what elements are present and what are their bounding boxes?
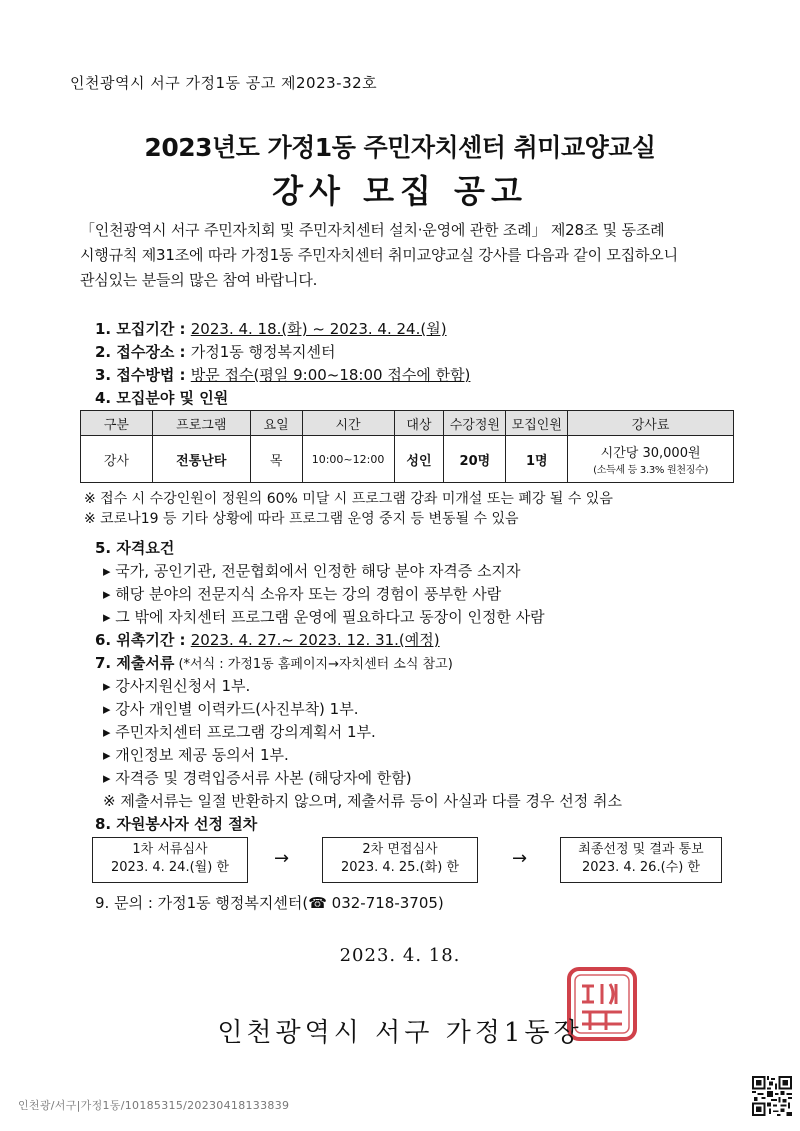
list-item: ▸ 주민자치센터 프로그램 강의계획서 1부. bbox=[103, 723, 376, 741]
table-header: 프로그램 bbox=[152, 411, 250, 436]
signatory: 인천광역시 서구 가정1동장 bbox=[217, 1018, 583, 1048]
table-header: 모집인원 bbox=[506, 411, 568, 436]
list-item: ▸ 해당 분야의 전문지식 소유자 또는 강의 경험이 풍부한 사람 bbox=[103, 585, 502, 603]
step-title: 2차 면접심사 bbox=[362, 842, 438, 857]
intro-line: 관심있는 분들의 많은 참여 바랍니다. bbox=[80, 271, 318, 289]
table-header: 요일 bbox=[250, 411, 302, 436]
section-label-note: (*서식 : 가정1동 홈페이지→자치센터 소식 참고) bbox=[174, 657, 453, 672]
list-item: ▸ 자격증 및 경력입증서류 사본 (해당자에 한함) bbox=[103, 769, 412, 787]
list-item: ▸ 그 밖에 자치센터 프로그램 운영에 필요하다고 동장이 인정한 사람 bbox=[103, 608, 545, 626]
arrow-right-icon: → bbox=[274, 848, 290, 869]
section-value: 2023. 4. 27.~ 2023. 12. 31.(예정) bbox=[190, 631, 440, 649]
section-label: 6. 위촉기간 : bbox=[95, 631, 191, 649]
table-cell: 전통난타 bbox=[152, 436, 250, 483]
selection-step-1 bbox=[92, 837, 248, 883]
table-cell: 목 bbox=[250, 436, 302, 483]
table-cell-fee bbox=[568, 436, 734, 483]
table-cell: 1명 bbox=[506, 436, 568, 483]
section-label: 3. 접수방법 : bbox=[95, 366, 191, 384]
step-title: 최종선정 및 결과 통보 bbox=[578, 842, 704, 857]
section-inquiry: 9. 문의 : 가정1동 행정복지센터(☎ 032-718-3705) bbox=[95, 894, 444, 912]
document-id: 인천광/서구|가정1동/10185315/20230418133839 bbox=[18, 1099, 290, 1112]
section-qualifications: 5. 자격요건 bbox=[95, 539, 175, 557]
fee-note: (소득세 등 3.3% 원천징수) bbox=[593, 465, 709, 476]
recruit-table bbox=[80, 410, 734, 483]
section-label: 2. 접수장소 : bbox=[95, 343, 191, 361]
table-header: 수강정원 bbox=[444, 411, 506, 436]
section-recruit-field: 4. 모집분야 및 인원 bbox=[95, 389, 229, 407]
section-reception-place bbox=[95, 341, 336, 362]
section-label: 1. 모집기간 : bbox=[95, 320, 191, 338]
table-row bbox=[81, 436, 734, 483]
section-value: 가정1동 행정복지센터 bbox=[190, 343, 336, 361]
fee-main: 시간당 30,000원 bbox=[600, 446, 701, 461]
list-item: ▸ 개인정보 제공 동의서 1부. bbox=[103, 746, 289, 764]
documents-warning: ※ 제출서류는 일절 반환하지 않으며, 제출서류 등이 사실과 다를 경우 선정 취소 bbox=[103, 792, 622, 810]
page-title: 2023년도 가정1동 주민자치센터 취미교양교실 bbox=[144, 133, 656, 162]
issue-date: 2023. 4. 18. bbox=[339, 945, 461, 966]
list-item: ▸ 강사지원신청서 1부. bbox=[103, 677, 251, 695]
table-header: 강사료 bbox=[568, 411, 734, 436]
intro-line: 시행규칙 제31조에 따라 가정1동 주민자치센터 취미교양교실 강사를 다음과 같이 모집하오니 bbox=[80, 246, 678, 264]
step-title: 1차 서류심사 bbox=[132, 842, 208, 857]
table-cell: 10:00~12:00 bbox=[302, 436, 394, 483]
arrow-right-icon: → bbox=[512, 848, 528, 869]
section-reception-method bbox=[95, 364, 470, 385]
section-value: 방문 접수(평일 9:00~18:00 접수에 한함) bbox=[190, 366, 471, 384]
table-header: 시간 bbox=[302, 411, 394, 436]
section-selection: 8. 자원봉사자 선정 절차 bbox=[95, 815, 258, 833]
step-date: 2023. 4. 24.(월) 한 bbox=[111, 860, 229, 875]
selection-step-2 bbox=[322, 837, 478, 883]
step-date: 2023. 4. 26.(수) 한 bbox=[582, 860, 700, 875]
note-cancellation: ※ 접수 시 수강인원이 정원의 60% 미달 시 프로그램 강좌 미개설 또는 폐강 될 수 있음 bbox=[84, 491, 613, 507]
table-header: 대상 bbox=[394, 411, 444, 436]
section-value: 2023. 4. 18.(화) ~ 2023. 4. 24.(월) bbox=[190, 320, 447, 338]
note-covid: ※ 코로나19 등 기타 상황에 따라 프로그램 운영 중지 등 변동될 수 있음 bbox=[84, 511, 519, 527]
list-item: ▸ 국가, 공인기관, 전문협회에서 인정한 해당 분야 자격증 소지자 bbox=[103, 562, 521, 580]
list-item: ▸ 강사 개인별 이력카드(사진부착) 1부. bbox=[103, 700, 359, 718]
section-documents bbox=[95, 652, 453, 673]
table-header: 구분 bbox=[81, 411, 153, 436]
section-recruit-period bbox=[95, 318, 447, 339]
intro-line: 「인천광역시 서구 주민자치회 및 주민자치센터 설치·운영에 관한 조례」 제28조 및 동조례 bbox=[80, 221, 665, 239]
notice-number: 인천광역시 서구 가정1동 공고 제2023-32호 bbox=[70, 74, 378, 92]
section-label: 7. 제출서류 bbox=[95, 654, 175, 672]
table-cell: 성인 bbox=[394, 436, 444, 483]
selection-step-3 bbox=[560, 837, 722, 883]
table-header-row bbox=[81, 411, 734, 436]
step-date: 2023. 4. 25.(화) 한 bbox=[341, 860, 459, 875]
qr-code-icon bbox=[752, 1076, 792, 1116]
table-cell: 20명 bbox=[444, 436, 506, 483]
section-appointment-period bbox=[95, 629, 440, 650]
intro-paragraph bbox=[80, 218, 760, 293]
table-cell: 강사 bbox=[81, 436, 153, 483]
page-subtitle: 강사 모집 공고 bbox=[272, 172, 528, 210]
